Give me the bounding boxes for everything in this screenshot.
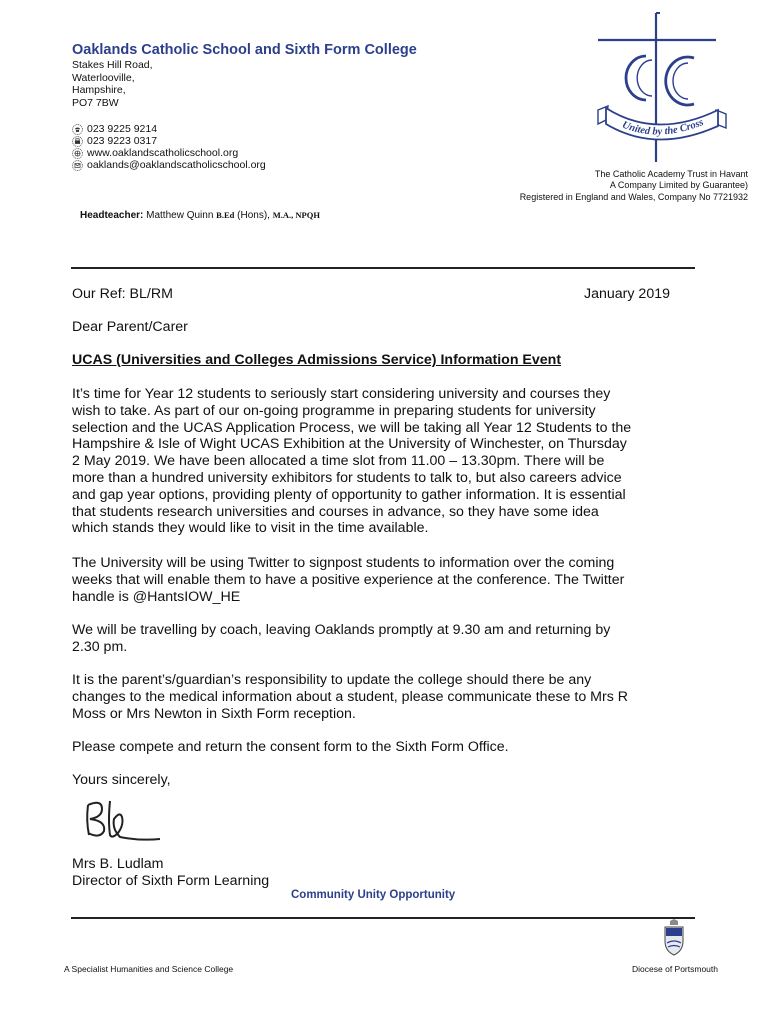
telephone-number: 023 9225 9214 [87,123,158,135]
headteacher-qualification: B.Ed [216,210,235,220]
salutation: Dear Parent/Carer [72,319,188,335]
paragraph-line: Hampshire & Isle of Wight UCAS Exhibition at the University of Winchester, on Thursday [72,436,627,453]
signature [80,795,162,845]
letter-reference: Our Ref: BL/RM [72,286,173,302]
paragraph-line: weeks that will enable them to have a positive experience at the conference. The Twitter [72,571,625,588]
paragraph-line: It’s time for Year 12 students to seriously start considering university and courses they [72,386,611,402]
signer-title: Director of Sixth Form Learning [72,873,270,889]
headteacher-label: Headteacher: [80,210,144,221]
footer-specialist-college: A Specialist Humanities and Science College [64,964,234,974]
closing: Yours sincerely, [72,772,171,788]
telephone-icon [72,124,83,135]
trust-details [520,169,748,203]
paragraph-line: selection and the UCAS Application Process, we will be taking all Year 12 Students to the [72,419,632,436]
fax-icon [72,136,83,147]
paragraph-line: We will be travelling by coach, leaving Oaklands promptly at 9.30 am and returning by [72,622,611,638]
paragraph [72,739,694,756]
paragraph-line: changes to the medical information about a student, please communicate these to Mrs R [72,688,628,705]
email-link[interactable]: oaklands@oaklandscatholicschool.org [87,159,266,171]
paragraph-line: which stands they would like to visit in the time available. [72,520,429,537]
signer-name: Mrs B. Ludlam [72,856,164,872]
paragraph-line: more than a hundred university exhibitors for students to talk to, but also careers advice [72,469,622,486]
paragraph-line: Moss or Mrs Newton in Sixth Form reception. [72,705,356,722]
diocese-crest-icon [662,919,686,957]
header-divider [71,267,695,269]
letter-date: January 2019 [584,286,670,302]
trust-line: A Company Limited by Guarantee) [609,180,748,191]
address-line: Stakes Hill Road, [72,59,153,71]
email-row [72,159,266,171]
school-address [72,59,153,109]
address-line: PO7 7BW [72,96,119,109]
logo-banner-text: United by the Cross [620,117,706,138]
paragraph-line: 2 May 2019. We have been allocated a time slot from 11.00 – 13.30pm. There will be [72,453,605,470]
footer-divider [71,917,695,919]
paragraph [72,555,694,605]
paragraph-line: Please compete and return the consent form to the Sixth Form Office. [72,739,509,755]
paragraph-line: and gap year options, providing plenty of opportunity to gather information. It is essential [72,486,626,503]
paragraph [72,622,694,656]
headteacher-name: Matthew Quinn [143,210,217,221]
email-icon [72,160,83,171]
headteacher-qualification: M.A., NPQH [272,210,320,220]
paragraph [72,386,694,537]
address-line: Hampshire, [72,84,126,97]
paragraph-line: It is the parent’s/guardian’s responsibility to update the college should there be any [72,672,592,688]
footer-diocese: Diocese of Portsmouth [632,964,718,974]
paragraph-line: The University will be using Twitter to signpost students to information over the coming [72,555,615,571]
address-line: Waterlooville, [72,71,135,84]
paragraph [72,672,694,722]
fax-row [72,135,157,147]
letter-subject: UCAS (Universities and Colleges Admissions Service) Information Event [72,352,562,368]
headteacher-qualification: (Hons), [234,210,273,221]
school-name: Oaklands Catholic School and Sixth Form College [72,42,417,58]
headteacher-line [80,210,320,221]
web-row [72,147,238,159]
school-motto: Community Unity Opportunity [291,889,456,901]
fax-number: 023 9223 0317 [87,135,158,147]
telephone-row [72,123,157,135]
paragraph-line: that students research universities and courses in advance, so they have some idea [72,503,599,520]
paragraph-line: handle is @HantsIOW_HE [72,588,241,605]
trust-line: Registered in England and Wales, Company No 7721932 [519,191,748,202]
website-link[interactable]: www.oaklandscatholicschool.org [87,147,239,159]
paragraph-line: 2.30 pm. [72,638,128,655]
paragraph-line: wish to take. As part of our on-going programme in preparing students for university [72,402,596,419]
school-logo [594,10,729,165]
web-icon [72,148,83,159]
trust-line: The Catholic Academy Trust in Havant [594,169,748,179]
